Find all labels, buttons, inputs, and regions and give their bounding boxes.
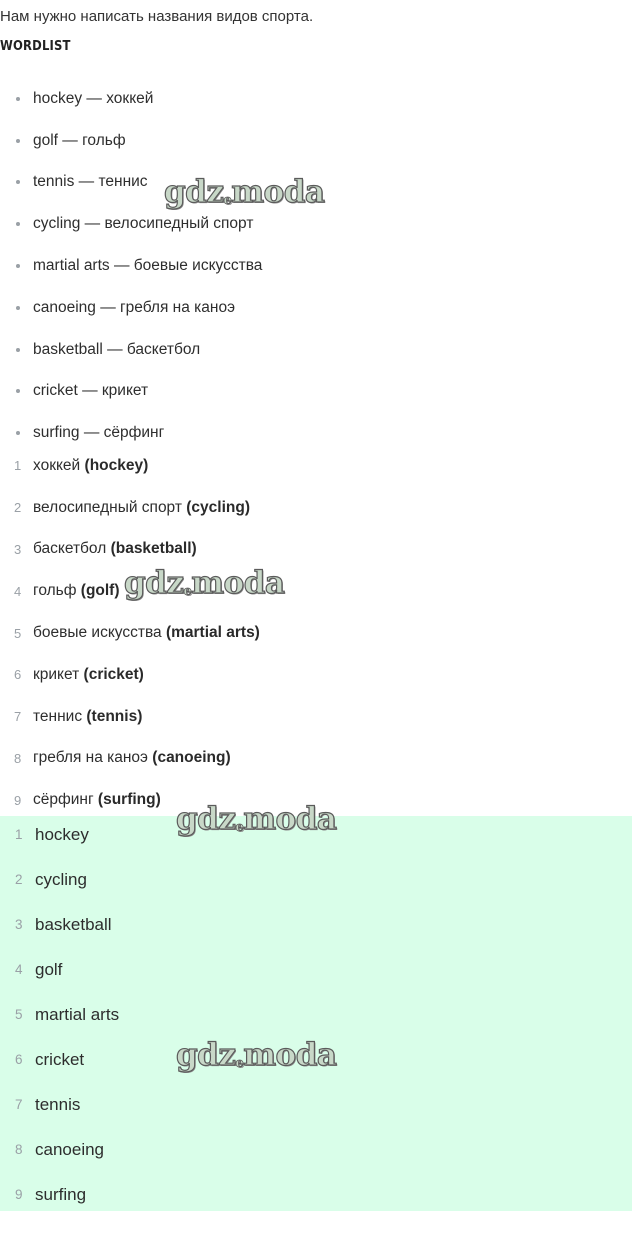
english-word: (surfing) <box>97 791 161 809</box>
bullet-icon <box>16 97 20 101</box>
list-item <box>0 1082 632 1127</box>
item-number: 3 <box>15 917 23 932</box>
wordlist-entry: golf — гольф <box>33 131 126 149</box>
list-item <box>0 445 632 487</box>
russian-word: баскетбол <box>33 540 111 558</box>
answer-word: cycling <box>35 869 87 889</box>
watermark-right: moda <box>243 1037 337 1073</box>
list-item <box>0 857 632 902</box>
item-number: 9 <box>15 1187 23 1202</box>
english-word: (hockey) <box>84 456 149 474</box>
list-item <box>0 287 632 329</box>
russian-word: крикет <box>33 665 84 683</box>
answer-list <box>0 816 632 1217</box>
wordlist-entry: cycling — велосипедный спорт <box>33 215 254 233</box>
wordlist-entry: surfing — сёрфинг <box>33 424 165 442</box>
watermark-left: gdz <box>176 801 236 837</box>
answer-word: canoeing <box>35 1139 105 1159</box>
answer-word: surfing <box>35 1184 87 1204</box>
russian-word: гольф <box>33 582 81 600</box>
answer-box <box>0 816 632 1211</box>
watermark-left: gdz <box>164 174 224 210</box>
translation-entry <box>33 457 148 475</box>
answer-word: basketball <box>35 914 112 934</box>
answer-word: tennis <box>35 1094 81 1114</box>
list-item <box>0 947 632 992</box>
bullet-icon <box>16 180 20 184</box>
watermark-dot: е <box>235 820 244 835</box>
item-number: 2 <box>15 872 23 887</box>
list-item <box>0 812 632 857</box>
english-word: (cricket) <box>83 665 144 683</box>
russian-word: гребля на каноэ <box>33 749 153 767</box>
list-item <box>0 1127 632 1172</box>
list-item <box>0 203 632 245</box>
list-item <box>0 612 632 654</box>
wordlist-entry: tennis — теннис <box>33 173 148 191</box>
translation-list <box>0 445 632 821</box>
watermark-right: moda <box>243 801 337 837</box>
item-number: 8 <box>14 750 22 766</box>
watermark-dot: е <box>223 193 232 208</box>
english-word: (basketball) <box>110 540 197 558</box>
translation-entry <box>33 749 231 767</box>
wordlist-entry: martial arts — боевые искусства <box>33 257 263 275</box>
wordlist-entry: hockey — хоккей <box>33 89 154 107</box>
answer-word: golf <box>35 959 63 979</box>
item-number: 3 <box>14 541 22 557</box>
translation-entry <box>33 540 197 558</box>
translation-entry <box>33 791 161 809</box>
list-item <box>0 245 632 287</box>
item-number: 9 <box>14 792 22 808</box>
item-number: 6 <box>15 1052 23 1067</box>
answer-word: martial arts <box>35 1004 120 1024</box>
list-item <box>0 1172 632 1217</box>
translation-entry <box>33 624 260 642</box>
translation-entry <box>33 708 142 726</box>
list-item <box>0 654 632 696</box>
list-item <box>0 371 632 413</box>
watermark-left: gdz <box>124 565 184 601</box>
item-number: 8 <box>15 1142 23 1157</box>
wordlist-heading: WORDLIST <box>0 38 71 54</box>
list-item <box>0 738 632 780</box>
list-item <box>0 696 632 738</box>
item-number: 5 <box>15 1007 23 1022</box>
list-item <box>0 162 632 204</box>
list-item <box>0 570 632 612</box>
list-item <box>0 329 632 371</box>
russian-word: велосипедный спорт <box>33 498 187 516</box>
bullet-icon <box>16 264 20 268</box>
english-word: (cycling) <box>186 498 250 516</box>
item-number: 4 <box>15 962 23 977</box>
russian-word: хоккей <box>33 456 85 474</box>
item-number: 2 <box>14 500 22 516</box>
item-number: 4 <box>14 583 22 599</box>
english-word: (tennis) <box>86 707 143 725</box>
item-number: 7 <box>15 1097 23 1112</box>
translation-entry <box>33 499 250 517</box>
bullet-icon <box>16 389 20 393</box>
list-item <box>0 78 632 120</box>
russian-word: теннис <box>33 707 87 725</box>
wordlist-entry: basketball — баскетбол <box>33 340 201 358</box>
item-number: 7 <box>14 709 22 725</box>
bullet-icon <box>16 348 20 352</box>
list-item <box>0 902 632 947</box>
translation-entry <box>33 582 120 600</box>
list-item <box>0 487 632 529</box>
item-number: 5 <box>14 625 22 641</box>
list-item <box>0 529 632 571</box>
watermark-right: moda <box>231 174 325 210</box>
russian-word: боевые искусства <box>33 624 166 642</box>
bullet-icon <box>16 431 20 435</box>
watermark-right: moda <box>191 565 285 601</box>
wordlist <box>0 78 632 454</box>
item-number: 6 <box>14 667 22 683</box>
list-item <box>0 992 632 1037</box>
answer-word: cricket <box>35 1049 85 1069</box>
translation-entry <box>33 666 144 684</box>
watermark-left: gdz <box>176 1037 236 1073</box>
item-number: 1 <box>15 827 23 842</box>
russian-word: сёрфинг <box>33 791 98 809</box>
english-word: (canoeing) <box>152 749 231 767</box>
wordlist-entry: canoeing — гребля на каноэ <box>33 298 235 316</box>
bullet-icon <box>16 222 20 226</box>
bullet-icon <box>16 306 20 310</box>
intro-text: Нам нужно написать названия видов спорта. <box>0 8 314 25</box>
watermark-dot: е <box>183 584 192 599</box>
list-item <box>0 120 632 162</box>
item-number: 1 <box>14 458 22 474</box>
bullet-icon <box>16 139 20 143</box>
watermark-dot: е <box>235 1056 244 1071</box>
list-item <box>0 1037 632 1082</box>
english-word: (martial arts) <box>165 624 260 642</box>
wordlist-entry: cricket — крикет <box>33 382 149 400</box>
answer-word: hockey <box>35 824 89 844</box>
english-word: (golf) <box>80 582 120 600</box>
